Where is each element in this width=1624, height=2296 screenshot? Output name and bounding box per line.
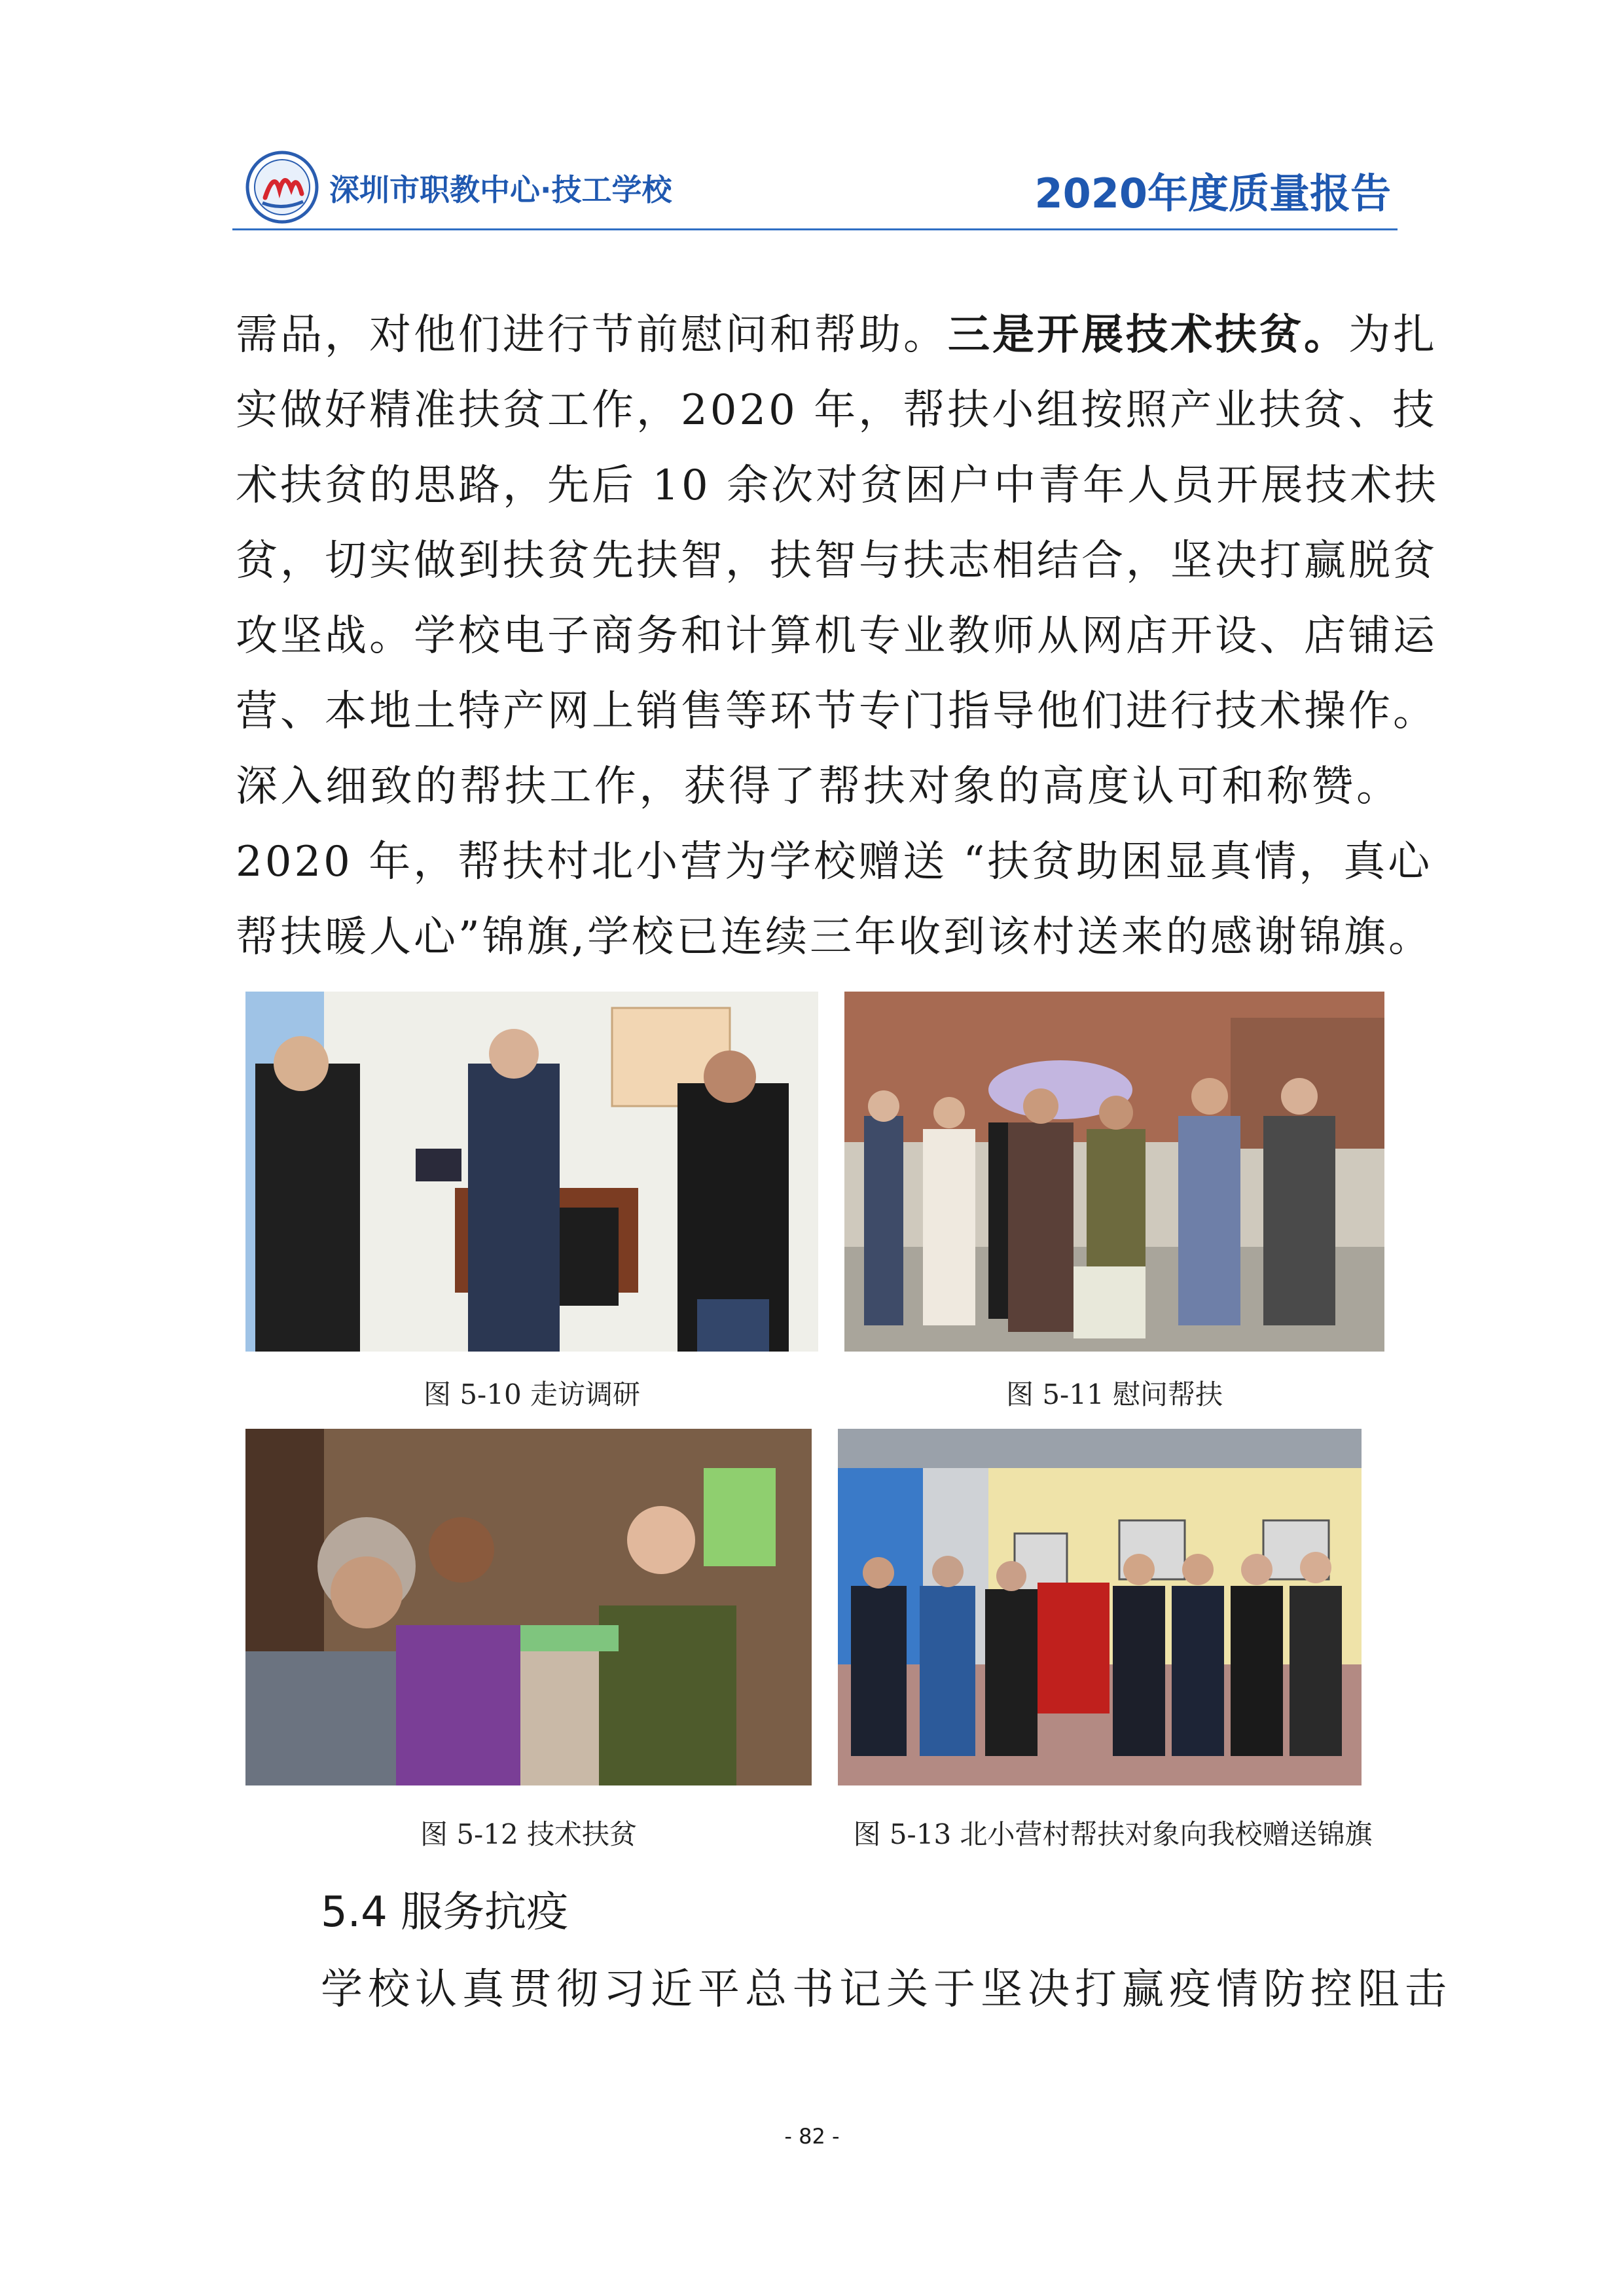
page-number: - 82 - [784, 2124, 840, 2149]
paragraph-line: 术扶贫的思路，先后 10 余次对贫困户中青年人员开展技术扶 [236, 461, 1439, 510]
paragraph-line: 需品，对他们进行节前慰问和帮助。三是开展技术扶贫。为扎 [236, 311, 1437, 359]
photo-technical-aid [245, 1429, 812, 1785]
school-logo-icon [245, 151, 319, 224]
header-divider [232, 228, 1398, 230]
paragraph-line: 实做好精准扶贫工作，2020 年，帮扶小组按照产业扶贫、技 [236, 386, 1437, 435]
paragraph-line: 帮扶暖人心”锦旗,学校已连续三年收到该村送来的感谢锦旗。 [236, 913, 1434, 961]
figure-caption: 图 5-13 北小营村帮扶对象向我校赠送锦旗 [853, 1818, 1373, 1850]
section-first-line: 学校认真贯彻习近平总书记关于坚决打赢疫情防控阻击 [321, 1965, 1452, 2014]
page-header [232, 137, 1398, 230]
bold-phrase: 三是开展技术扶贫。 [948, 311, 1348, 359]
paragraph-line: 攻坚战。学校电子商务和计算机专业教师从网店开设、店铺运 [236, 612, 1437, 660]
section-heading: 5.4 服务抗疫 [321, 1888, 569, 1937]
figure-caption: 图 5-10 走访调研 [423, 1378, 641, 1410]
paragraph-line: 营、本地土特产网上销售等环节专门指导他们进行技术操作。 [236, 687, 1437, 736]
photo-condolence-visit [844, 992, 1384, 1352]
paragraph-line: 深入细致的帮扶工作，获得了帮扶对象的高度认可和称赞。 [236, 762, 1401, 811]
photo-field-visit [245, 992, 818, 1352]
paragraph-line: 2020 年，帮扶村北小营为学校赠送 “扶贫助困显真情，真心 [236, 838, 1433, 886]
body-paragraph [236, 298, 1439, 975]
photo-banner-presentation [838, 1429, 1362, 1785]
figure-caption: 图 5-12 技术扶贫 [420, 1818, 638, 1850]
paragraph-line: 贫，切实做到扶贫先扶智，扶智与扶志相结合，坚决打赢脱贫 [236, 537, 1437, 585]
report-title: 2020年度质量报告 [1034, 170, 1391, 217]
figure-caption: 图 5-11 慰问帮扶 [1005, 1378, 1223, 1410]
school-name: 深圳市职教中心·技工学校 [329, 172, 672, 207]
